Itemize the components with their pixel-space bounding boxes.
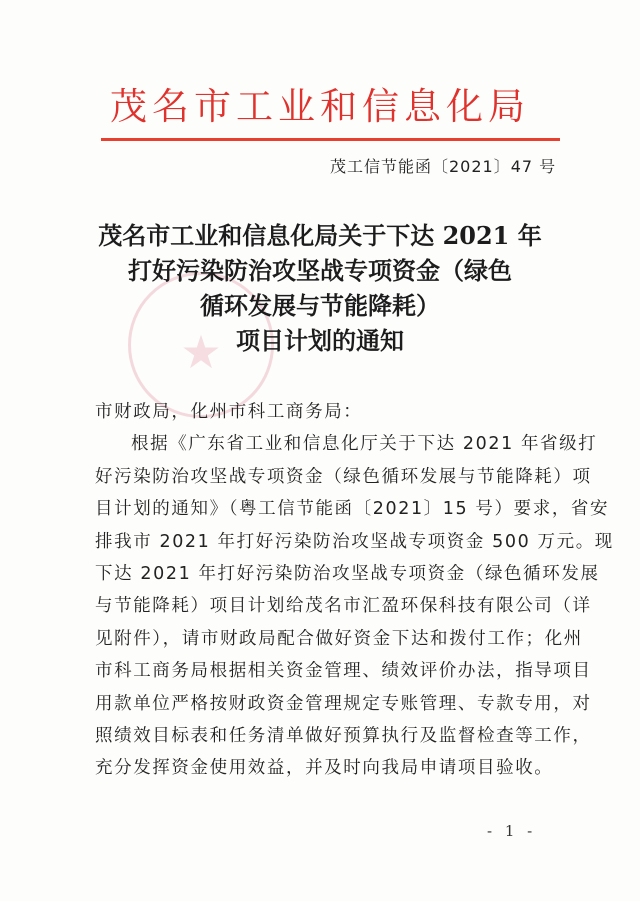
body-line: 照绩效目标表和任务清单做好预算执行及监督检查等工作， [95, 726, 592, 747]
title-line: 项目计划的通知 [236, 326, 404, 355]
body-line: 用款单位严格按财政资金管理规定专账管理、专款专用，对 [95, 693, 592, 714]
document-title [90, 218, 550, 358]
issuer-masthead: 茂名市工业和信息化局 [110, 85, 530, 128]
title-line: 打好污染防治攻坚战专项资金（绿色 [128, 256, 512, 285]
title-line: 茂名市工业和信息化局关于下达 2021 年 [98, 221, 542, 250]
document-body [95, 396, 614, 785]
red-divider-rule [101, 138, 560, 141]
page-number: - 1 - [487, 822, 537, 840]
body-line: 根据《广东省工业和信息化厅关于下达 2021 年省级打 [131, 434, 598, 455]
body-line: 见附件），请市财政局配合做好资金下达和拨付工作；化州 [95, 628, 583, 649]
title-line: 循环发展与节能降耗） [200, 291, 440, 320]
body-line: 与节能降耗）项目计划给茂名市汇盈环保科技有限公司（详 [95, 596, 592, 617]
body-line: 排我市 2021 年打好污染防治攻坚战专项资金 500 万元。现 [95, 531, 614, 552]
official-seal-star-icon: ★ [180, 325, 222, 379]
document-number: 茂工信节能函〔2021〕47 号 [330, 157, 557, 176]
body-line: 下达 2021 年打好污染防治攻坚战专项资金（绿色循环发展 [95, 564, 600, 585]
body-line: 目计划的通知》（粤工信节能函〔2021〕15 号）要求，省安 [95, 499, 610, 520]
body-line: 充分发挥资金使用效益，并及时向我局申请项目验收。 [95, 758, 554, 779]
body-line: 好污染防治攻坚战专项资金（绿色循环发展与节能降耗）项 [95, 466, 592, 487]
body-line: 市科工商务局根据相关资金管理、绩效评价办法，指导项目 [95, 661, 592, 682]
salutation: 市财政局，化州市科工商务局： [95, 402, 363, 422]
